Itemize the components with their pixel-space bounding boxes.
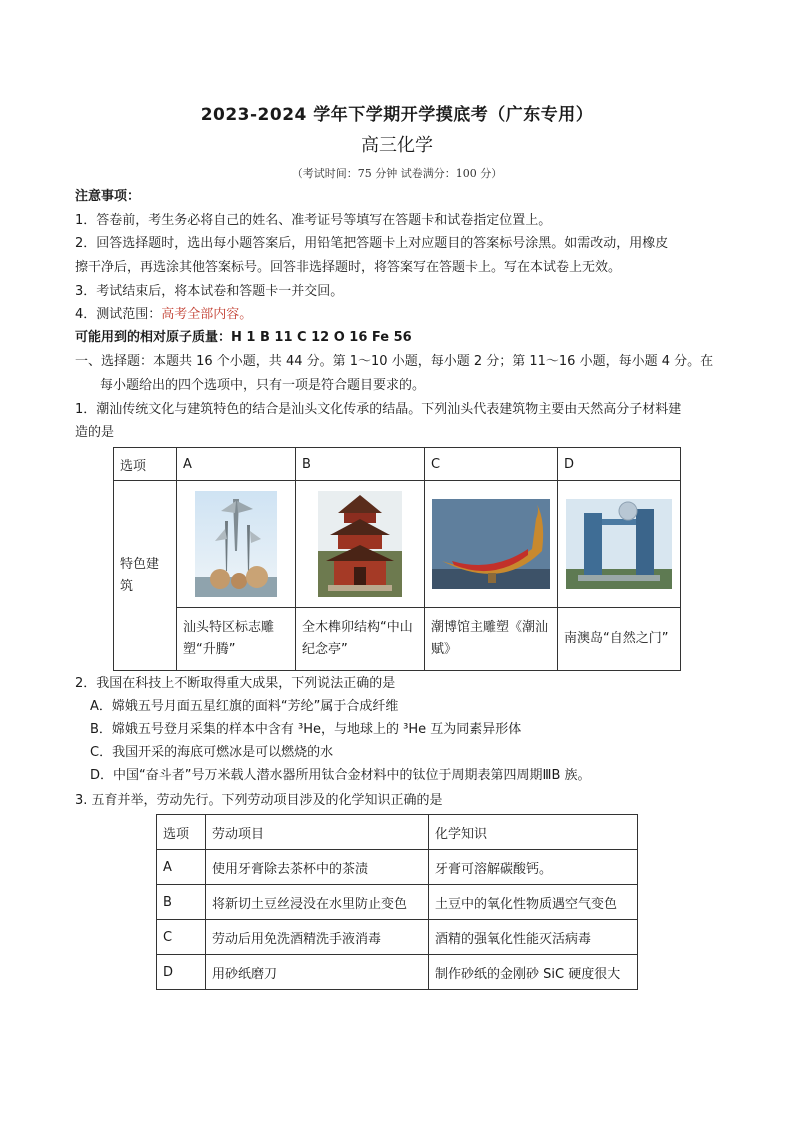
q2-option-c: C．我国开采的海底可燃冰是可以燃烧的水 [90,745,334,760]
q1-header-c: C [425,448,558,481]
q3-header-knowledge: 化学知识 [429,815,638,850]
q3-row-d-option: D [157,955,206,990]
q3-header-activity: 劳动项目 [206,815,429,850]
section1-line1: 一、选择题：本题共 16 个小题，共 44 分。第 1～10 小题，每小题 2 分；第 11～16 小题，每小题 4 分。在 [75,354,714,369]
scope-value: 高考全部内容。 [161,307,253,322]
q1-image-a [177,481,296,608]
section1-line2: 每小题给出的四个选项中，只有一项是符合题目要求的。 [100,378,426,393]
q1-header-d: D [558,448,681,481]
q1-row-label: 特色建筑 [114,481,177,671]
gate-image [566,499,672,589]
q3-row-b-knowledge: 土豆中的氧化性物质遇空气变色 [429,885,638,920]
q1-caption-c: 潮博馆主雕塑《潮汕赋》 [425,608,558,671]
q2-option-b: B．嫦娥五号登月采集的样本中含有 ³He，与地球上的 ³He 互为同素异形体 [90,722,522,737]
table-row [157,885,638,920]
pavilion-image [318,491,402,597]
q3-row-c-knowledge: 酒精的强氧化性能灭活病毒 [429,920,638,955]
atomic-mass-line: 可能用到的相对原子质量：H 1 B 11 C 12 O 16 Fe 56 [75,330,412,345]
q3-row-c-option: C [157,920,206,955]
q3-row-a-knowledge: 牙膏可溶解碳酸钙。 [429,850,638,885]
q3-header-option: 选项 [157,815,206,850]
q3-row-b-activity: 将新切土豆丝浸没在水里防止变色 [206,885,429,920]
q1-stem-cont: 造的是 [75,425,115,440]
instruction-item-3: 3．考试结束后，将本试卷和答题卡一并交回。 [75,284,344,299]
q3-row-d-activity: 用砂纸磨刀 [206,955,429,990]
q1-caption-b: 全木榫卯结构“中山纪念亭” [296,608,425,671]
q2-stem: 2．我国在科技上不断取得重大成果，下列说法正确的是 [75,676,396,691]
q3-table [156,814,638,990]
sculpture-boat-image [432,499,550,589]
q1-table [113,447,681,671]
q1-image-c [425,481,558,608]
q1-image-b [296,481,425,608]
sculpture-image [195,491,277,597]
q3-row-d-knowledge: 制作砂纸的金刚砂 SiC 硬度很大 [429,955,638,990]
q3-row-c-activity: 劳动后用免洗酒精洗手液消毒 [206,920,429,955]
q3-row-a-activity: 使用牙膏除去茶杯中的茶渍 [206,850,429,885]
instruction-item-4 [75,305,725,325]
q3-stem: 3. 五育并举，劳动先行。下列劳动项目涉及的化学知识正确的是 [75,793,443,808]
q1-caption-a: 汕头特区标志雕塑“升腾” [177,608,296,671]
table-row [157,920,638,955]
q3-row-b-option: B [157,885,206,920]
q3-row-a-option: A [157,850,206,885]
q1-image-d [558,481,681,608]
q2-option-a: A．嫦娥五号月面五星红旗的面料“芳纶”属于合成纤维 [90,699,399,714]
instruction-item-2: 2．回答选择题时，选出每小题答案后，用铅笔把答题卡上对应题目的答案标号涂黑。如需改动，用橡皮 [75,236,669,251]
q1-header-a: A [177,448,296,481]
q2-option-d: D．中国“奋斗者”号万米载人潜水器所用钛合金材料中的钛位于周期表第四周期ⅢB 族。 [90,768,591,783]
table-row [157,850,638,885]
instruction-item-2-cont: 擦干净后，再选涂其他答案标号。回答非选择题时，将答案写在答题卡上。写在本试卷上无效。 [75,260,622,275]
q1-caption-d: 南澳岛“自然之门” [558,608,681,671]
exam-title: 2023-2024 学年下学期开学摸底考（广东专用） [200,105,594,125]
table-row [157,955,638,990]
q1-header-b: B [296,448,425,481]
exam-time-note: （考试时间：75 分钟 试卷满分：100 分） [291,167,503,180]
q1-stem: 1．潮汕传统文化与建筑特色的结合是汕头文化传承的结晶。下列汕头代表建筑物主要由天然高分子材料建 [75,402,682,417]
exam-subject: 高三化学 [361,135,433,156]
scope-label: 4．测试范围： [75,307,162,322]
q1-header-option: 选项 [114,448,177,481]
instruction-item-1: 1．答卷前，考生务必将自己的姓名、准考证号等填写在答题卡和试卷指定位置上。 [75,213,552,228]
instructions-heading: 注意事项： [75,189,141,204]
